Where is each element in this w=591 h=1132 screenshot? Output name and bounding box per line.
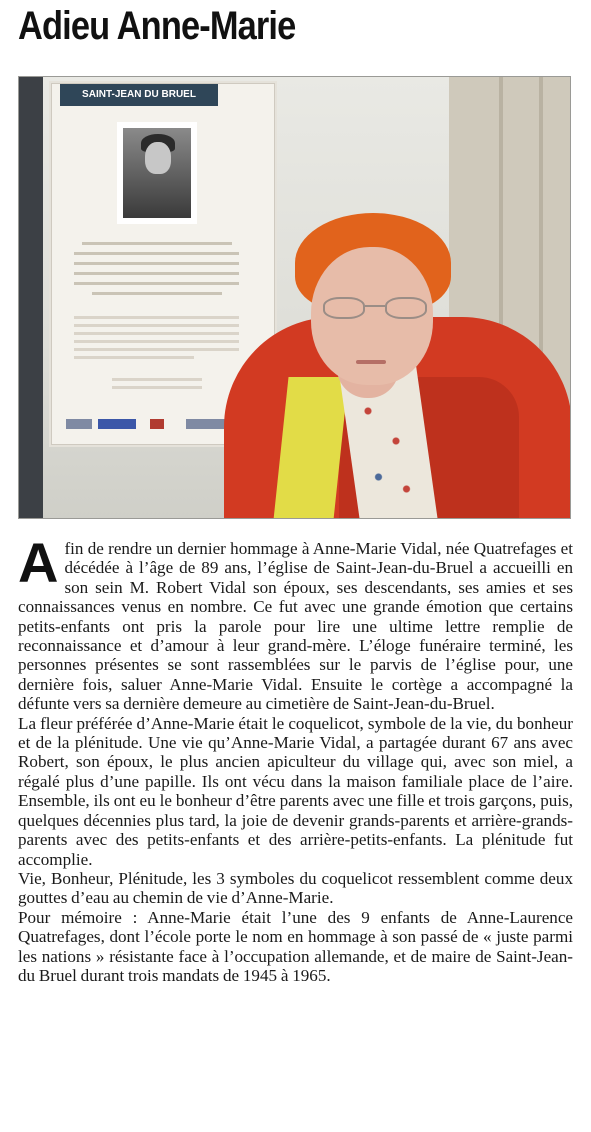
plaque-text-line: [112, 386, 202, 389]
portrait-face: [145, 142, 171, 174]
plaque-title: SAINT-JEAN DU BRUEL: [60, 84, 218, 106]
paragraph-2: La fleur préférée d’Anne-Marie était le coquelicot, symbole de la vie, du bonheur et de la plénitude. Une vie qu’Anne-Marie Vidal, a partagée durant 67 ans avec Robert, son époux, le plus ancien apiculteur du village qui, avec son miel, a régalé plus d’une papille. Ils ont vécu dans la maison familiale place de l’aire. Ensemble, ils ont eu le bonheur d’être parents avec une fille et trois garçons, puis, quelques décennies plus tard, la joie de devenir grands-parents et arrière-grands-parents avec des petits-enfants et des arrière-petits-enfants. La plénitude fut accomplie.: [18, 713, 573, 869]
plaque-text-line: [74, 356, 194, 359]
plaque-text-line: [74, 324, 239, 327]
drop-cap: A: [18, 531, 59, 594]
glasses-lens: [385, 297, 427, 319]
logo-mark: [98, 419, 136, 429]
plaque-text-line: [74, 316, 239, 319]
glasses-lens: [323, 297, 365, 319]
headline: Adieu Anne-Marie: [18, 4, 296, 48]
paragraph-1: fin de rendre un dernier hommage à Anne-Marie Vidal, née Quatrefages et décédée à l’âge de 89 ans, l’église de Saint-Jean-du-Bruel a accueilli en son sein M. Robert Vidal son époux, ses descendants, ses amies et ses connaissances venus en nombre. Ce fut avec une grande émotion que certains petits-enfants ont pris la parole pour lire une ultime lettre remplie de reconnaissance et d’amour à leur grand-mère. L’éloge funéraire terminé, les personnes présentes se sont rassemblées sur le parvis de l’église pour, une dernière fois, saluer Anne-Marie Vidal. Ensuite le cortège a accompagné la défunte vers sa dernière demeure au cimetière de Saint-Jean-du-Bruel.: [18, 539, 573, 714]
plaque-text-line: [74, 348, 239, 351]
glasses-bridge: [365, 305, 385, 307]
logo-mark: [66, 419, 92, 429]
plaque-text-line: [92, 292, 222, 295]
plaque-text-line: [74, 272, 239, 275]
plaque-text-line: [74, 332, 239, 335]
plaque-text-line: [74, 262, 239, 265]
plaque-text-line: [112, 378, 202, 381]
plaque-text-line: [74, 340, 239, 343]
plaque-portrait: [117, 122, 197, 224]
article-photo: [18, 76, 571, 519]
paragraph-4: Pour mémoire : Anne-Marie était l’une des 9 enfants de Anne-Laurence Quatrefages, dont l’école porte le nom en hommage à son passé de « juste parmi les nations » résistante face à l’occupation allemande, et de maire de Saint-Jean-du Bruel durant trois mandats de 1945 à 1965.: [18, 907, 573, 985]
woman-mouth: [356, 360, 386, 364]
plaque-text-line: [74, 252, 239, 255]
logo-mark: [150, 419, 164, 429]
scarf-pattern: [354, 387, 424, 507]
glasses-icon: [323, 297, 427, 323]
photo-left-person-edge: [19, 77, 43, 519]
plaque-text-line: [82, 242, 232, 245]
article-body: [18, 531, 573, 985]
paragraph-3: Vie, Bonheur, Plénitude, les 3 symboles du coquelicot ressemblent comme deux gouttes d’eau au chemin de vie d’Anne-Marie.: [18, 868, 573, 908]
portrait-image: [123, 128, 191, 218]
plaque-text-line: [74, 282, 239, 285]
